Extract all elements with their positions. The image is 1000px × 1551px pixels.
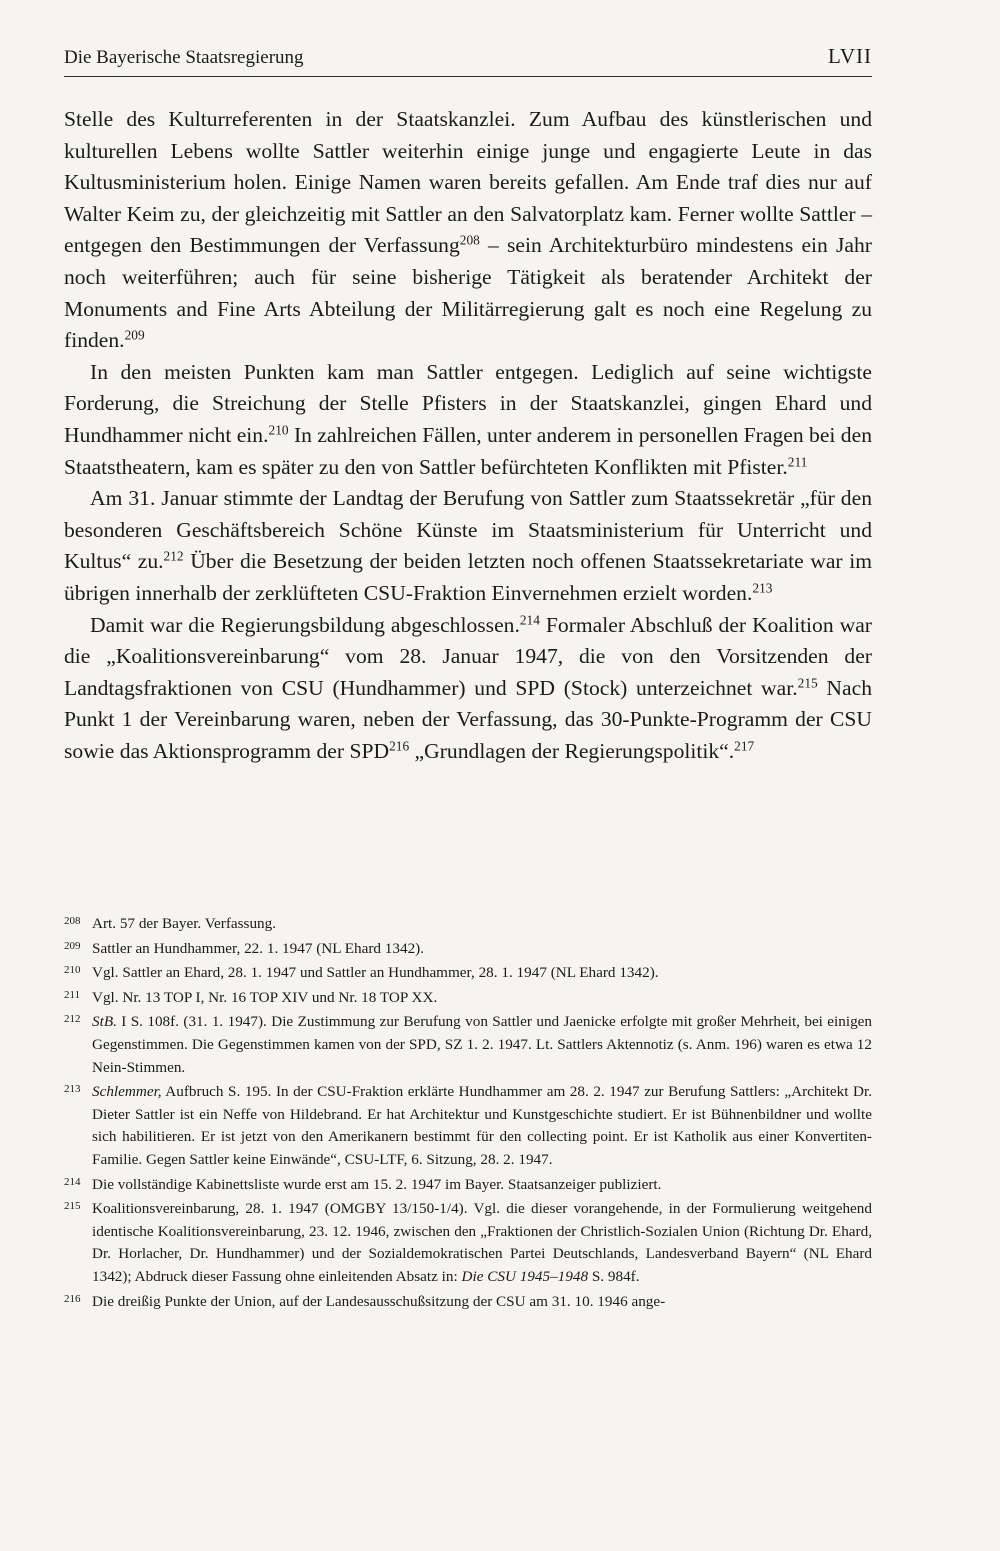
text-segment: Am 31. Januar stimmte der Landtag der Berufung von Sattler zum Staatssekretär „für den besonderen Geschäftsbereich Schöne Künste im Staatsministerium für Unterricht und Kultus“ zu. — [64, 486, 872, 574]
footnote — [64, 962, 872, 985]
text-segment: Vgl. Sattler an Ehard, 28. 1. 1947 und Sattler an Hundhammer, 28. 1. 1947 (NL Ehard 1342). — [92, 964, 659, 982]
footnote-reference: 216 — [389, 738, 410, 754]
footnote — [64, 1011, 872, 1079]
text-segment: Stelle des Kulturreferenten in der Staatskanzlei. Zum Aufbau des künstlerischen und kulturellen Lebens wollte Sattler weiterhin einige junge und engagierte Leute in das Kultusministerium holen. Einige Namen waren bereits gefallen. Am Ende traf dies nur auf Walter Keim zu, der gleichzeitig mit Sattler an den Salvatorplatz kam. Ferner wollte Sattler – entgegen den Bestimmungen der Verfassung — [64, 107, 872, 258]
footnote-reference: 210 — [268, 422, 289, 438]
body-paragraph — [64, 104, 872, 357]
footnote-reference: 209 — [124, 327, 145, 343]
footnote-text — [92, 987, 872, 1010]
body-text — [64, 104, 872, 767]
text-segment: S. 984f. — [588, 1267, 640, 1285]
body-paragraph — [64, 357, 872, 483]
footnote-reference: 212 — [163, 548, 184, 564]
text-segment: Die dreißig Punkte der Union, auf der Landesausschußsitzung der CSU am 31. 10. 1946 ange- — [92, 1292, 666, 1310]
footnote — [64, 938, 872, 961]
text-segment: Vgl. Nr. 13 TOP I, Nr. 16 TOP XIV und Nr. 18 TOP XX. — [92, 988, 438, 1006]
page-number: LVII — [827, 44, 872, 68]
text-segment: I S. 108f. (31. 1. 1947). Die Zustimmung zur Berufung von Sattler und Jaenicke erfolgte mit großer Mehrheit, bei einigen Gegenstimmen. Die Gegenstimmen kamen von der SPD, SZ 1. 2. 1947. Lt. Sattlers Aktennotiz (s. Anm. 196) waren es etwa 12 Nein-Stimmen. — [92, 1013, 872, 1076]
footnote-text — [92, 1174, 872, 1197]
footnote-number: 215 — [64, 1200, 81, 1213]
footnote — [64, 1081, 872, 1171]
text-segment: Koalitionsvereinbarung, 28. 1. 1947 (OMGBY 13/150-1/4). Vgl. die dieser vorangehende, in der Formulierung weitgehend identische Koalitionsvereinbarung, 23. 12. 1946, zwischen den „Fraktionen der Christlich-Sozialen Union (Richtung Dr. Ehard, Dr. Horlacher, Dr. Hundhammer) und der Sozialdemokratischen Partei Deutschlands, Landesverband Bayern“ (NL Ehard 1342); Abdruck dieser Fassung ohne einleitenden Absatz in: — [92, 1200, 872, 1285]
footnote-reference: 211 — [787, 454, 808, 470]
body-paragraph — [64, 483, 872, 609]
footnote — [64, 1174, 872, 1197]
footnote-text — [92, 962, 872, 985]
text-segment: Art. 57 der Bayer. Verfassung. — [92, 915, 277, 932]
footnote-text — [92, 1198, 872, 1288]
footnotes — [64, 913, 872, 1315]
footnote-number: 214 — [64, 1175, 81, 1188]
footnote-number: 209 — [64, 939, 81, 952]
text-segment: In den meisten Punkten kam man Sattler entgegen. Lediglich auf seine wichtigste Forderung, die Streichung der Stelle Pfisters in der Staatskanzlei, gingen Ehard und Hundhammer nicht ein. — [64, 359, 872, 447]
italic-text: StB. — [92, 1013, 117, 1031]
footnote-text — [92, 1011, 872, 1079]
text-segment: Aufbruch S. 195. In der CSU-Fraktion erklärte Hundhammer am 28. 2. 1947 zur Berufung Sattlers: „Architekt Dr. Dieter Sattler ist ein Neffe von Hildebrand. Er hat Architektur und Kunstgeschichte studiert. Er ist Bühnenbildner und wollte sich habilitieren. Er ist jetzt von den Amerikanern bestimmt für den collecting point. Er ist Katholik aus einer Konvertiten-Familie. Gegen Sattler keine Einwände“, CSU-LTF, 6. Sitzung, 28. 2. 1947. — [92, 1083, 872, 1168]
footnote-reference: 213 — [752, 580, 773, 596]
footnote-number: 213 — [64, 1083, 81, 1096]
italic-text: Die CSU 1945–1948 — [461, 1267, 589, 1285]
footnote-number: 216 — [64, 1292, 81, 1305]
footnote-reference: 215 — [797, 675, 818, 691]
text-segment: Nach Punkt 1 der Vereinbarung waren, neben der Verfassung, das 30-Punkte-Programm der CSU sowie das Aktionsprogramm der SPD — [64, 675, 872, 763]
text-segment: „Grundlagen der Regierungspolitik“. — [409, 738, 735, 763]
text-segment: Über die Besetzung der beiden letzten noch offenen Staatssekretariate war im übrigen innerhalb der zerklüfteten CSU-Fraktion Einvernehmen erzielt worden. — [64, 549, 872, 605]
footnote-text — [92, 1081, 872, 1171]
footnote-number: 211 — [64, 988, 81, 1001]
footnote-reference: 214 — [519, 612, 540, 628]
footnote-reference: 217 — [734, 738, 755, 754]
italic-text: Schlemmer, — [92, 1083, 162, 1101]
text-segment: Die vollständige Kabinettsliste wurde erst am 15. 2. 1947 im Bayer. Staatsanzeiger publiziert. — [92, 1175, 662, 1193]
footnote-number: 208 — [64, 915, 81, 927]
text-segment: Formaler Abschluß der Koalition war die „Koalitionsvereinbarung“ vom 28. Januar 1947, die von den Vorsitzenden der Landtagsfraktionen von CSU (Hundhammer) und SPD (Stock) unterzeichnet war. — [64, 612, 872, 700]
text-segment: Damit war die Regierungsbildung abgeschlossen. — [90, 612, 520, 637]
footnote — [64, 913, 872, 936]
footnote-number: 210 — [64, 964, 81, 977]
footnote — [64, 1291, 872, 1314]
footnote-number: 212 — [64, 1013, 81, 1026]
running-head — [64, 44, 872, 77]
footnote — [64, 1198, 872, 1288]
running-head-title: Die Bayerische Staatsregierung — [64, 47, 304, 68]
text-segment: – sein Architekturbüro mindestens ein Jahr noch weiterführen; auch für seine bisherige Tätigkeit als beratender Architekt der Monuments and Fine Arts Abteilung der Militärregierung galt es noch eine Regelung zu finden. — [64, 233, 872, 353]
text-segment: In zahlreichen Fällen, unter anderem in personellen Fragen bei den Staatstheatern, kam es später zu den von Sattler befürchteten Konflikten mit Pfister. — [64, 422, 872, 479]
text-segment: Sattler an Hundhammer, 22. 1. 1947 (NL Ehard 1342). — [92, 939, 425, 957]
footnote-reference: 208 — [459, 233, 480, 249]
body-paragraph — [64, 610, 872, 768]
footnote-text — [92, 938, 872, 961]
footnote-text — [92, 1291, 872, 1314]
footnote-text — [92, 913, 872, 936]
footnote — [64, 987, 872, 1010]
